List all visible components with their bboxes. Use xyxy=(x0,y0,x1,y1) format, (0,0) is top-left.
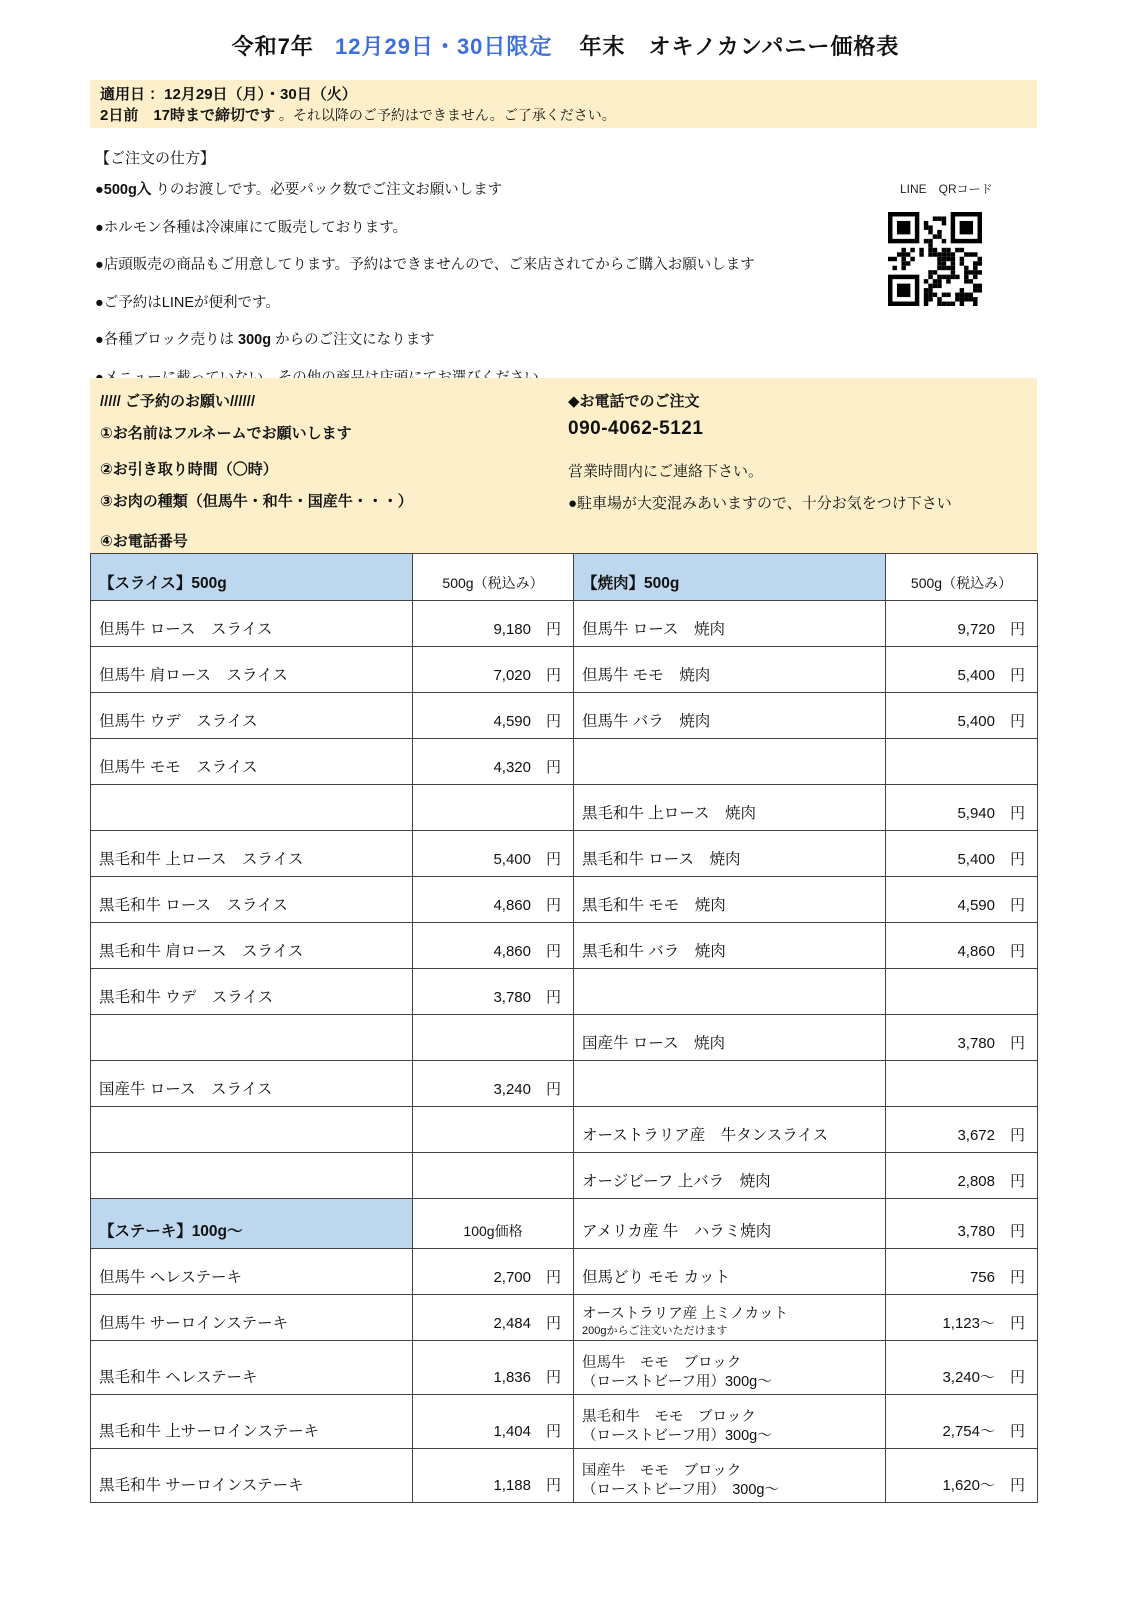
instruction-item: ●店頭販売の商品もご用意してります。予約はできませんので、ご来店されてからご購入お願いします xyxy=(95,257,755,273)
price-cell: 4,590 円 xyxy=(413,693,574,739)
product-cell xyxy=(574,969,886,1015)
reservation-request-box xyxy=(90,378,1037,553)
product-cell: オージビーフ 上バラ 焼肉 xyxy=(574,1153,886,1199)
notice-deadline-bold: 2日前 17時まで締切です xyxy=(100,107,276,124)
price-table-body xyxy=(91,554,1038,1503)
price-cell xyxy=(886,969,1038,1015)
price-cell: 4,860 円 xyxy=(886,923,1038,969)
table-row xyxy=(91,1061,1038,1107)
table-row xyxy=(91,1295,1038,1341)
product-cell: 但馬牛 肩ロース スライス xyxy=(91,647,413,693)
price-cell: 3,240 円 xyxy=(413,1061,574,1107)
product-cell: オーストラリア産 上ミノカット 200gからご注文いただけます xyxy=(574,1295,886,1341)
product-cell: 黒毛和牛 上サーロインステーキ xyxy=(91,1395,413,1449)
price-cell: 5,400 円 xyxy=(886,647,1038,693)
product-cell: 国産牛 ロース 焼肉 xyxy=(574,1015,886,1061)
product-cell: 但馬どり モモ カット xyxy=(574,1249,886,1295)
price-cell xyxy=(886,739,1038,785)
price-cell: 5,400 円 xyxy=(886,831,1038,877)
reservation-item-name: ①お名前はフルネームでお願いします xyxy=(100,425,352,442)
product-cell: 国産牛 モモ ブロック （ローストビーフ用） 300g～ xyxy=(574,1449,886,1503)
title-rest: 年末 オキノカンパニー価格表 xyxy=(579,34,900,59)
line-qr-code xyxy=(888,212,982,306)
product-cell: オーストラリア産 牛タンスライス xyxy=(574,1107,886,1153)
table-row xyxy=(91,1341,1038,1395)
product-cell: 黒毛和牛 バラ 焼肉 xyxy=(574,923,886,969)
title-dates-highlight: 12月29日・30日限定 xyxy=(335,34,553,59)
price-cell: 9,720 円 xyxy=(886,601,1038,647)
phone-order-heading: ◆お電話でのご注文 xyxy=(568,393,700,410)
table-row xyxy=(91,1015,1038,1061)
price-cell: 5,400 円 xyxy=(413,831,574,877)
product-cell: 黒毛和牛 ウデ スライス xyxy=(91,969,413,1015)
price-cell: 7,020 円 xyxy=(413,647,574,693)
table-row xyxy=(91,554,1038,601)
product-cell: 但馬牛 モモ 焼肉 xyxy=(574,647,886,693)
reservation-item-pickup-time: ②お引き取り時間（〇時） xyxy=(100,461,278,478)
table-row xyxy=(91,831,1038,877)
price-cell: 4,860 円 xyxy=(413,877,574,923)
product-cell xyxy=(91,1015,413,1061)
product-cell: 但馬牛 ヘレステーキ xyxy=(91,1249,413,1295)
product-cell: 黒毛和牛 肩ロース スライス xyxy=(91,923,413,969)
notice-dates: 適用日 ：12月29日（月）・30日（火） xyxy=(100,86,357,103)
product-cell xyxy=(574,1061,886,1107)
price-cell xyxy=(413,1153,574,1199)
product-cell: 黒毛和牛 ヘレステーキ xyxy=(91,1341,413,1395)
product-cell: 但馬牛 ロース 焼肉 xyxy=(574,601,886,647)
product-cell: 黒毛和牛 上ロース 焼肉 xyxy=(574,785,886,831)
reservation-item-meat-type: ③お肉の種類（但馬牛・和牛・国産牛・・・） xyxy=(100,493,413,510)
deadline-notice-box xyxy=(90,80,1037,128)
reservation-heading: ///// ご予約のお願い////// xyxy=(100,393,256,410)
table-row xyxy=(91,739,1038,785)
table-row xyxy=(91,1153,1038,1199)
product-cell: 黒毛和牛 モモ 焼肉 xyxy=(574,877,886,923)
product-cell xyxy=(91,785,413,831)
price-cell xyxy=(413,1015,574,1061)
table-row xyxy=(91,693,1038,739)
price-cell: 9,180 円 xyxy=(413,601,574,647)
price-cell: 3,240～ 円 xyxy=(886,1341,1038,1395)
product-cell: 国産牛 ロース スライス xyxy=(91,1061,413,1107)
price-cell: 2,808 円 xyxy=(886,1153,1038,1199)
reservation-item-phone: ④お電話番号 xyxy=(100,533,188,550)
price-cell: 3,780 円 xyxy=(413,969,574,1015)
price-cell: 1,188 円 xyxy=(413,1449,574,1503)
table-row xyxy=(91,1395,1038,1449)
price-cell: 1,123～ 円 xyxy=(886,1295,1038,1341)
price-cell: 1,620～ 円 xyxy=(886,1449,1038,1503)
table-row xyxy=(91,877,1038,923)
order-instructions-heading: 【ご注文の仕方】 xyxy=(95,150,216,167)
price-cell: 756 円 xyxy=(886,1249,1038,1295)
product-cell xyxy=(574,739,886,785)
phone-hours-note: 営業時間内にご連絡下さい。 xyxy=(568,463,764,480)
price-cell: 3,780 円 xyxy=(886,1015,1038,1061)
price-header-cell: 500g（税込み） xyxy=(886,554,1038,601)
table-row xyxy=(91,1449,1038,1503)
table-row xyxy=(91,601,1038,647)
price-cell: 2,484 円 xyxy=(413,1295,574,1341)
product-cell: アメリカ産 牛 ハラミ焼肉 xyxy=(574,1199,886,1249)
product-cell: 但馬牛 バラ 焼肉 xyxy=(574,693,886,739)
product-cell: 黒毛和牛 モモ ブロック （ローストビーフ用）300g～ xyxy=(574,1395,886,1449)
section-header-cell: 【スライス】500g xyxy=(91,554,413,601)
product-cell: 但馬牛 サーロインステーキ xyxy=(91,1295,413,1341)
price-cell: 5,940 円 xyxy=(886,785,1038,831)
table-row xyxy=(91,1249,1038,1295)
order-instructions-list xyxy=(95,178,815,403)
table-row xyxy=(91,785,1038,831)
product-cell: 但馬牛 ロース スライス xyxy=(91,601,413,647)
product-cell: 但馬牛 ウデ スライス xyxy=(91,693,413,739)
table-row xyxy=(91,923,1038,969)
price-cell: 5,400 円 xyxy=(886,693,1038,739)
price-header-cell: 100g価格 xyxy=(413,1199,574,1249)
notice-deadline xyxy=(100,105,1027,126)
product-cell: 黒毛和牛 ロース 焼肉 xyxy=(574,831,886,877)
product-cell xyxy=(91,1153,413,1199)
product-cell: 黒毛和牛 サーロインステーキ xyxy=(91,1449,413,1503)
section-header-cell: 【焼肉】500g xyxy=(574,554,886,601)
phone-number: 090-4062-5121 xyxy=(568,418,704,439)
price-cell: 1,836 円 xyxy=(413,1341,574,1395)
instruction-item: ●各種ブロック売りは 300g からのご注文になります xyxy=(95,332,435,348)
product-cell xyxy=(91,1107,413,1153)
title-era: 令和7年 xyxy=(231,34,314,59)
instruction-item: ●500g入 りのお渡しです。必要パック数でご注文お願いします xyxy=(95,182,503,198)
product-cell: 但馬牛 モモ スライス xyxy=(91,739,413,785)
product-cell: 黒毛和牛 上ロース スライス xyxy=(91,831,413,877)
table-row xyxy=(91,969,1038,1015)
parking-note: ●駐車場が大変混みあいますので、十分お気をつけ下さい xyxy=(568,495,952,512)
price-cell xyxy=(413,1107,574,1153)
price-cell xyxy=(886,1061,1038,1107)
price-cell: 4,320 円 xyxy=(413,739,574,785)
table-row xyxy=(91,1199,1038,1249)
product-cell: 黒毛和牛 ロース スライス xyxy=(91,877,413,923)
notice-deadline-rest: 。それ以降のご予約はできません。ご了承ください。 xyxy=(275,107,616,123)
price-cell: 1,404 円 xyxy=(413,1395,574,1449)
price-cell: 4,590 円 xyxy=(886,877,1038,923)
page-title xyxy=(0,30,1131,61)
price-cell xyxy=(413,785,574,831)
instruction-item: ●ご予約はLINEが便利です。 xyxy=(95,294,280,311)
price-table xyxy=(90,553,1038,1503)
table-row xyxy=(91,1107,1038,1153)
price-cell: 2,754～ 円 xyxy=(886,1395,1038,1449)
table-row xyxy=(91,647,1038,693)
price-header-cell: 500g（税込み） xyxy=(413,554,574,601)
price-cell: 3,780 円 xyxy=(886,1199,1038,1249)
line-qr-label: LINE QRコード xyxy=(900,182,993,196)
product-cell: 但馬牛 モモ ブロック （ローストビーフ用）300g～ xyxy=(574,1341,886,1395)
price-cell: 2,700 円 xyxy=(413,1249,574,1295)
instruction-item: ●ホルモン各種は冷凍庫にて販売しております。 xyxy=(95,219,408,236)
price-cell: 3,672 円 xyxy=(886,1107,1038,1153)
price-cell: 4,860 円 xyxy=(413,923,574,969)
section-header-cell: 【ステーキ】100g～ xyxy=(91,1199,413,1249)
